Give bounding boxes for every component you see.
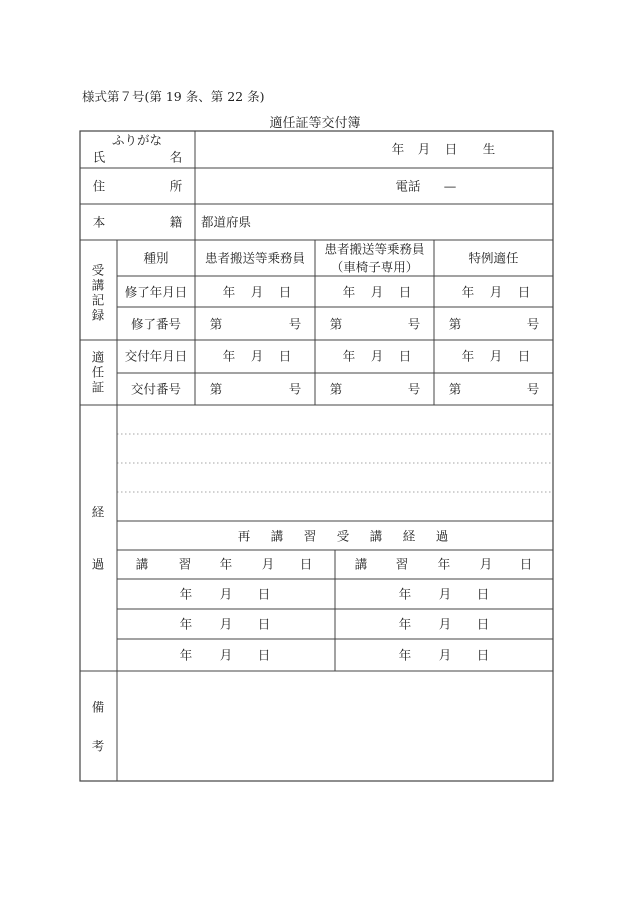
history-label-kei: 経	[91, 504, 105, 520]
type-3-header: 特例適任	[468, 250, 519, 266]
type-1-header: 患者搬送等乗務員	[204, 250, 306, 266]
history-year-label: 年	[179, 586, 193, 602]
address-sho-label: 所	[169, 178, 183, 194]
date-year-label: 年	[342, 348, 356, 364]
date-year-label: 年	[222, 348, 236, 364]
training-group-label: 講	[91, 277, 105, 293]
completion-date-label: 修了年月日	[124, 284, 188, 300]
date-year-label: 年	[342, 284, 356, 300]
training-group-label: 録	[91, 307, 105, 323]
number-suffix: 号	[288, 381, 302, 397]
name-shi-label: 氏	[92, 149, 106, 165]
number-suffix: 号	[288, 316, 302, 332]
lecture-header-char: 年	[219, 556, 233, 572]
history-day-label: 日	[257, 647, 271, 663]
name-furigana-label: ふりがな	[111, 132, 163, 148]
prefecture-label: 都道府県	[201, 214, 252, 230]
remarks-label-kou: 考	[91, 738, 105, 754]
date-day-label: 日	[517, 348, 531, 364]
retraining-title-char: 受	[336, 528, 350, 544]
history-month-label: 月	[219, 647, 233, 663]
number-prefix: 第	[209, 316, 223, 332]
history-year-label: 年	[398, 586, 412, 602]
form-border	[80, 131, 553, 781]
name-mei-label: 名	[169, 149, 183, 165]
retraining-title-char: 講	[270, 528, 284, 544]
telephone-label: 電話	[395, 178, 421, 194]
training-group-label: 受	[91, 262, 105, 278]
type-header: 種別	[143, 250, 169, 266]
birth-suffix-label: 生	[482, 141, 496, 157]
issue-number-label: 交付番号	[130, 381, 182, 397]
date-month-label: 月	[489, 348, 503, 364]
birth-day-label: 日	[444, 141, 458, 157]
type-2-header-sub: （車椅子専用）	[330, 259, 419, 275]
lecture-header-char: 年	[437, 556, 451, 572]
lecture-header-char: 習	[178, 556, 192, 572]
number-prefix: 第	[448, 316, 462, 332]
domicile-seki-label: 籍	[169, 214, 183, 230]
number-prefix: 第	[209, 381, 223, 397]
date-year-label: 年	[461, 348, 475, 364]
type-2-header: 患者搬送等乗務員	[324, 241, 425, 257]
history-day-label: 日	[257, 586, 271, 602]
history-year-label: 年	[398, 647, 412, 663]
number-suffix: 号	[407, 381, 421, 397]
history-label-ka: 過	[91, 556, 105, 572]
number-suffix: 号	[407, 316, 421, 332]
lecture-header-char: 日	[299, 556, 313, 572]
lecture-header-char: 講	[354, 556, 368, 572]
date-day-label: 日	[517, 284, 531, 300]
history-day-label: 日	[476, 586, 490, 602]
retraining-title-char: 過	[435, 528, 449, 544]
lecture-header-char: 月	[479, 556, 493, 572]
number-prefix: 第	[329, 381, 343, 397]
date-day-label: 日	[398, 284, 412, 300]
history-year-label: 年	[179, 647, 193, 663]
history-month-label: 月	[219, 586, 233, 602]
number-suffix: 号	[526, 316, 540, 332]
remarks-label-bi: 備	[91, 699, 105, 715]
history-month-label: 月	[438, 586, 452, 602]
retraining-title-char: 経	[402, 528, 416, 544]
date-month-label: 月	[370, 284, 384, 300]
date-month-label: 月	[489, 284, 503, 300]
retraining-title-char: 習	[303, 528, 317, 544]
lecture-header-char: 月	[261, 556, 275, 572]
date-month-label: 月	[250, 284, 264, 300]
date-month-label: 月	[370, 348, 384, 364]
history-year-label: 年	[398, 616, 412, 632]
domicile-hon-label: 本	[92, 214, 106, 230]
telephone-dash: —	[443, 178, 457, 194]
history-day-label: 日	[476, 647, 490, 663]
date-day-label: 日	[278, 348, 292, 364]
date-year-label: 年	[461, 284, 475, 300]
lecture-header-char: 習	[395, 556, 409, 572]
form-title: 適任証等交付簿	[269, 116, 361, 131]
completion-number-label: 修了番号	[130, 316, 182, 332]
number-prefix: 第	[448, 381, 462, 397]
certificate-group-label: 適	[91, 349, 105, 365]
date-day-label: 日	[278, 284, 292, 300]
history-month-label: 月	[438, 647, 452, 663]
date-month-label: 月	[250, 348, 264, 364]
lecture-header-char: 講	[135, 556, 149, 572]
history-month-label: 月	[219, 616, 233, 632]
birth-year-label: 年	[391, 141, 405, 157]
issue-date-label: 交付年月日	[124, 348, 188, 364]
history-year-label: 年	[179, 616, 193, 632]
history-day-label: 日	[257, 616, 271, 632]
number-suffix: 号	[526, 381, 540, 397]
retraining-title-char: 再	[237, 528, 251, 544]
retraining-title-char: 講	[369, 528, 383, 544]
birth-month-label: 月	[417, 141, 431, 157]
history-day-label: 日	[476, 616, 490, 632]
form-number: 様式第７号(第 19 条、第 22 条)	[82, 89, 265, 104]
certificate-group-label: 証	[91, 379, 105, 395]
number-prefix: 第	[329, 316, 343, 332]
history-month-label: 月	[438, 616, 452, 632]
address-ju-label: 住	[92, 178, 106, 194]
date-year-label: 年	[222, 284, 236, 300]
certificate-group-label: 任	[91, 364, 105, 380]
training-group-label: 記	[91, 292, 105, 308]
lecture-header-char: 日	[519, 556, 533, 572]
date-day-label: 日	[398, 348, 412, 364]
